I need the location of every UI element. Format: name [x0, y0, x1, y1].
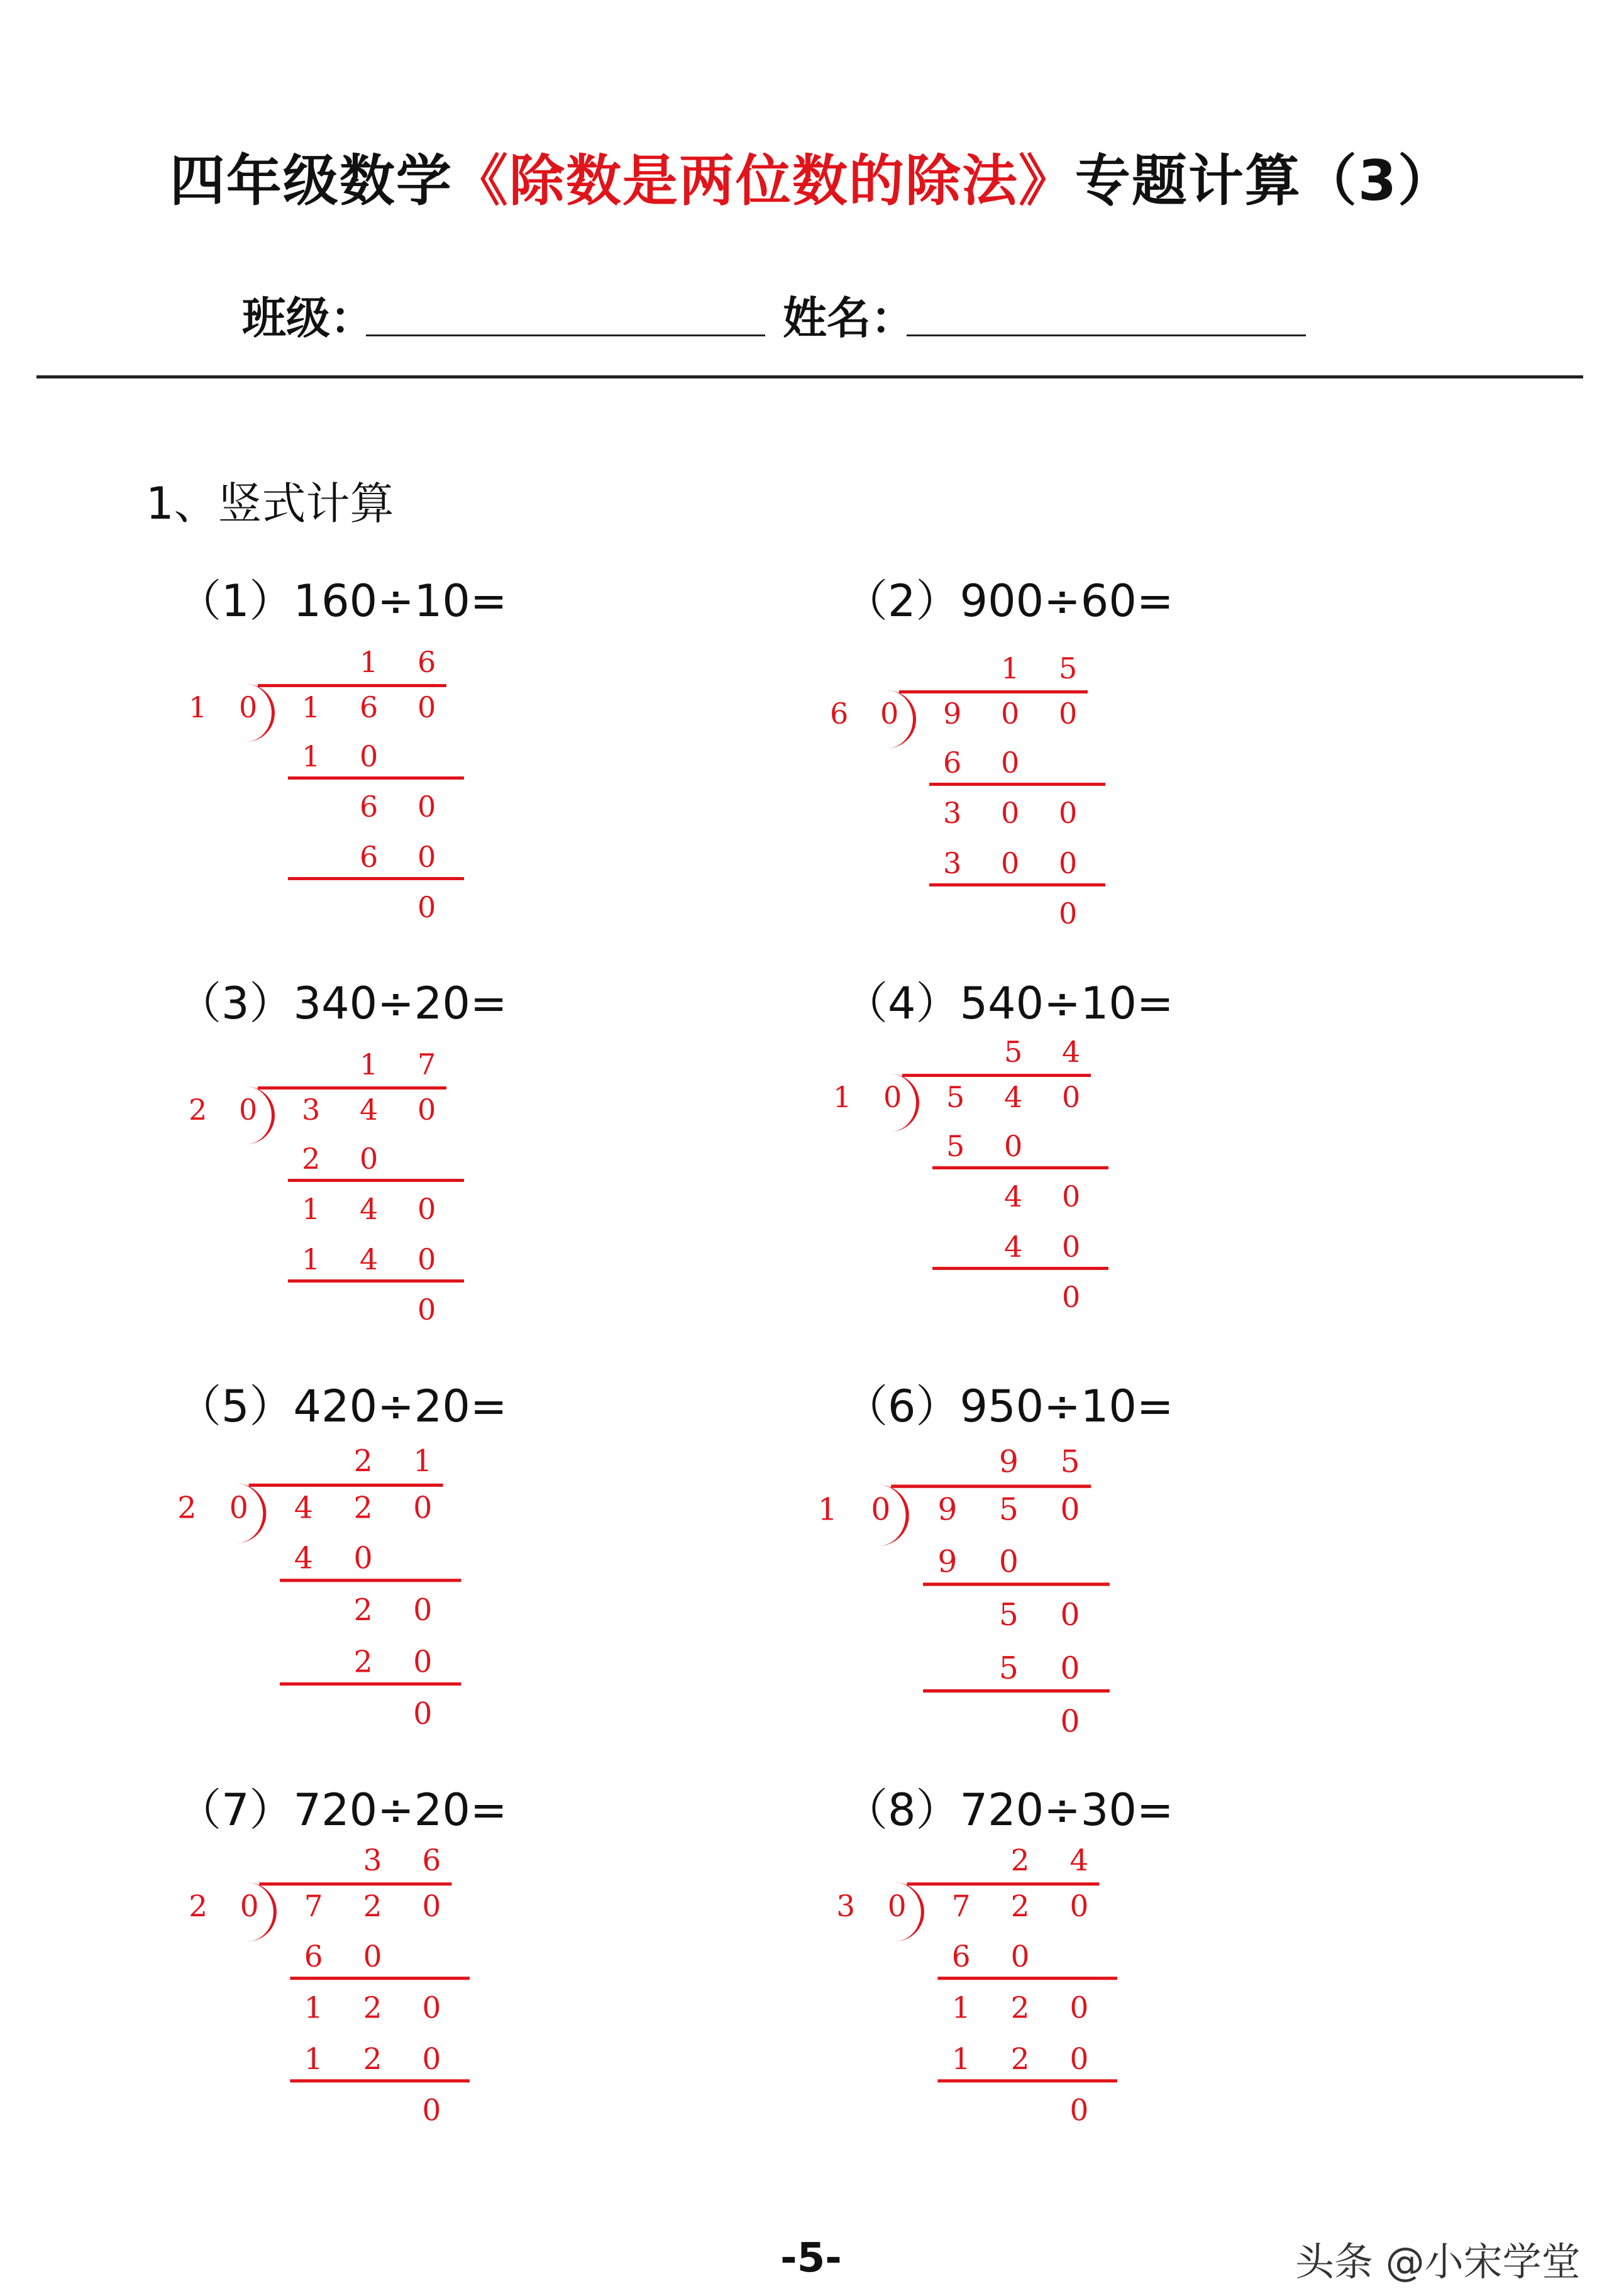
- division-bracket: [233, 1484, 267, 1543]
- dividend-digit: 0: [1062, 1080, 1081, 1114]
- step-digit: 0: [1059, 846, 1078, 880]
- step-digit: 0: [1001, 796, 1020, 830]
- subtraction-line: [932, 1166, 1108, 1169]
- title-prefix: 四年级数学: [169, 148, 453, 213]
- step-digit: 0: [360, 739, 378, 773]
- dividend-digit: 2: [353, 1490, 373, 1525]
- step-digit: 0: [360, 1142, 378, 1176]
- subtraction-line: [923, 1689, 1110, 1692]
- quotient-digit: 2: [1010, 1842, 1030, 1877]
- step-digit: 0: [1059, 796, 1078, 830]
- step-digit: 6: [951, 1938, 971, 1973]
- quotient-digit: 4: [1069, 1842, 1089, 1877]
- step-digit: 1: [951, 1990, 971, 2025]
- step-digit: 1: [302, 1192, 321, 1226]
- step-digit: 0: [413, 1696, 433, 1731]
- step-digit: 0: [1059, 897, 1078, 930]
- quotient-digit: 5: [1004, 1035, 1023, 1069]
- step-digit: 5: [946, 1129, 965, 1163]
- quotient-digit: 7: [417, 1047, 436, 1081]
- divisor-digit: 0: [883, 1080, 902, 1114]
- subtraction-line: [929, 783, 1105, 786]
- problem-label: （1）160÷10=: [177, 575, 507, 627]
- dividend-digit: 7: [951, 1889, 971, 1924]
- step-digit: 0: [417, 840, 436, 874]
- step-digit: 4: [360, 1192, 378, 1226]
- step-digit: 4: [360, 1242, 378, 1276]
- divisor-digit: 0: [871, 1491, 891, 1528]
- subtraction-line: [280, 1682, 461, 1686]
- dividend-digit: 0: [1059, 697, 1078, 731]
- step-digit: 0: [422, 2092, 441, 2128]
- quotient-digit: 6: [417, 645, 436, 679]
- subtraction-line: [929, 883, 1105, 886]
- problem-label: （5）420÷20=: [177, 1381, 507, 1432]
- step-digit: 0: [413, 1592, 433, 1628]
- quotient-digit: 9: [998, 1443, 1019, 1479]
- dividend-digit: 9: [937, 1491, 958, 1528]
- step-digit: 2: [1010, 2041, 1030, 2077]
- step-digit: 0: [1060, 1596, 1080, 1633]
- step-digit: 0: [1060, 1703, 1080, 1740]
- division-bar: [907, 1882, 1099, 1885]
- step-digit: 0: [1069, 2092, 1089, 2128]
- divisor-digit: 3: [836, 1889, 856, 1924]
- dividend-digit: 6: [360, 690, 378, 724]
- dividend-digit: 0: [1060, 1491, 1080, 1528]
- class-field[interactable]: [366, 334, 765, 336]
- subtraction-line: [923, 1582, 1110, 1586]
- problem-label: （3）340÷20=: [177, 978, 507, 1029]
- dividend-digit: 0: [422, 1889, 441, 1924]
- divisor-digit: 2: [177, 1490, 197, 1525]
- header-divider: [36, 375, 1583, 378]
- divisor-digit: 2: [189, 1093, 207, 1127]
- step-digit: 0: [1069, 1990, 1089, 2025]
- divisor-digit: 2: [189, 1889, 208, 1924]
- divisor-digit: 1: [833, 1080, 852, 1114]
- page-number: -5-: [780, 2235, 842, 2282]
- subtraction-line: [288, 776, 464, 780]
- step-digit: 0: [417, 1242, 436, 1276]
- step-digit: 0: [417, 1293, 436, 1327]
- step-digit: 1: [302, 739, 321, 773]
- quotient-digit: 1: [360, 645, 378, 679]
- quotient-digit: 6: [422, 1842, 441, 1877]
- problem-label: （6）950÷10=: [844, 1381, 1174, 1432]
- dividend-digit: 0: [1001, 697, 1020, 731]
- page-title: [0, 137, 1624, 216]
- division-bracket: [887, 1074, 919, 1132]
- quotient-digit: 2: [353, 1443, 373, 1479]
- section-title: 1、竖式计算: [146, 478, 394, 529]
- dividend-digit: 4: [1004, 1080, 1023, 1114]
- divisor-digit: 0: [240, 1889, 259, 1924]
- step-digit: 3: [943, 846, 962, 880]
- division-bracket: [875, 1484, 909, 1546]
- division-bracket: [884, 690, 916, 748]
- divisor-digit: 0: [887, 1889, 907, 1924]
- step-digit: 0: [1060, 1650, 1080, 1686]
- division-bracket: [243, 684, 275, 742]
- name-label: 姓名：: [783, 292, 915, 344]
- subtraction-line: [288, 1279, 464, 1283]
- step-digit: 1: [302, 1242, 321, 1276]
- subtraction-line: [288, 877, 464, 880]
- divisor-digit: 1: [817, 1491, 837, 1528]
- subtraction-line: [937, 2079, 1117, 2082]
- step-digit: 2: [363, 1990, 382, 2025]
- division-bar: [891, 1484, 1091, 1487]
- step-digit: 2: [353, 1592, 373, 1628]
- dividend-digit: 1: [302, 690, 321, 724]
- dividend-digit: 0: [417, 690, 436, 724]
- step-digit: 2: [353, 1644, 373, 1679]
- step-digit: 0: [1062, 1179, 1081, 1213]
- quotient-digit: 1: [1001, 651, 1020, 685]
- step-digit: 0: [417, 1192, 436, 1226]
- step-digit: 4: [1004, 1230, 1023, 1264]
- step-digit: 0: [1069, 2041, 1089, 2077]
- step-digit: 5: [998, 1596, 1019, 1633]
- step-digit: 2: [302, 1142, 321, 1176]
- divisor-digit: 0: [229, 1490, 248, 1525]
- dividend-digit: 5: [998, 1491, 1019, 1528]
- dividend-digit: 0: [413, 1490, 433, 1525]
- dividend-digit: 0: [1069, 1889, 1089, 1924]
- step-digit: 2: [1010, 1990, 1030, 2025]
- title-suffix: 专题计算（3）: [1074, 148, 1455, 213]
- subtraction-line: [290, 2079, 470, 2082]
- quotient-digit: 3: [363, 1842, 382, 1877]
- step-digit: 5: [998, 1650, 1019, 1686]
- step-digit: 0: [413, 1644, 433, 1679]
- divisor-digit: 1: [189, 690, 207, 724]
- step-digit: 6: [360, 840, 378, 874]
- problem-label: （4）540÷10=: [844, 978, 1174, 1029]
- dividend-digit: 4: [360, 1093, 378, 1127]
- subtraction-line: [280, 1579, 461, 1582]
- subtraction-line: [290, 1977, 470, 1980]
- step-digit: 0: [1001, 846, 1020, 880]
- division-bar: [249, 1484, 443, 1487]
- step-digit: 6: [943, 746, 962, 780]
- division-bracket: [892, 1882, 924, 1941]
- step-digit: 1: [304, 2041, 323, 2077]
- dividend-digit: 5: [946, 1080, 965, 1114]
- division-bracket: [243, 1086, 275, 1144]
- step-digit: 0: [1010, 1938, 1030, 1973]
- step-digit: 1: [951, 2041, 971, 2077]
- dividend-digit: 4: [294, 1490, 313, 1525]
- step-digit: 6: [304, 1938, 323, 1973]
- division-bar: [902, 1074, 1091, 1077]
- division-bar: [899, 690, 1088, 693]
- subtraction-line: [937, 1977, 1117, 1980]
- step-digit: 0: [422, 1990, 441, 2025]
- step-digit: 2: [363, 2041, 382, 2077]
- quotient-digit: 1: [413, 1443, 433, 1479]
- class-label: 班级：: [242, 292, 374, 344]
- dividend-digit: 0: [417, 1093, 436, 1127]
- step-digit: 9: [937, 1543, 958, 1579]
- subtraction-line: [288, 1179, 464, 1182]
- step-digit: 0: [1001, 746, 1020, 780]
- problem-label: （7）720÷20=: [177, 1784, 507, 1836]
- quotient-digit: 5: [1060, 1443, 1080, 1479]
- division-bracket: [244, 1882, 277, 1941]
- step-digit: 6: [360, 790, 378, 824]
- divisor-digit: 6: [830, 697, 849, 731]
- divisor-digit: 0: [239, 1093, 258, 1127]
- step-digit: 4: [294, 1540, 313, 1576]
- step-digit: 0: [417, 890, 436, 924]
- step-digit: 0: [353, 1540, 373, 1576]
- step-digit: 3: [943, 796, 962, 830]
- step-digit: 1: [304, 1990, 323, 2025]
- step-digit: 0: [1062, 1230, 1081, 1264]
- step-digit: 0: [1062, 1280, 1081, 1314]
- dividend-digit: 7: [304, 1889, 323, 1924]
- divisor-digit: 0: [239, 690, 258, 724]
- dividend-digit: 2: [363, 1889, 382, 1924]
- division-bar: [259, 1882, 451, 1885]
- quotient-digit: 5: [1059, 651, 1078, 685]
- quotient-digit: 1: [360, 1047, 378, 1081]
- problem-label: （2）900÷60=: [844, 575, 1174, 627]
- step-digit: 0: [1004, 1129, 1023, 1163]
- divisor-digit: 0: [880, 697, 899, 731]
- dividend-digit: 2: [1010, 1889, 1030, 1924]
- quotient-digit: 4: [1062, 1035, 1081, 1069]
- problem-label: （8）720÷30=: [844, 1784, 1174, 1836]
- subtraction-line: [932, 1267, 1108, 1270]
- step-digit: 0: [998, 1543, 1019, 1579]
- step-digit: 4: [1004, 1179, 1023, 1213]
- step-digit: 0: [417, 790, 436, 824]
- division-bar: [258, 1086, 446, 1090]
- division-bar: [258, 684, 446, 687]
- watermark: 头条 @小宋学堂: [1295, 2239, 1581, 2285]
- step-digit: 0: [363, 1938, 382, 1973]
- name-field[interactable]: [907, 334, 1306, 336]
- dividend-digit: 9: [943, 697, 962, 731]
- dividend-digit: 3: [302, 1093, 321, 1127]
- step-digit: 0: [422, 2041, 441, 2077]
- title-highlight: 《除数是两位数的除法》: [452, 148, 1075, 213]
